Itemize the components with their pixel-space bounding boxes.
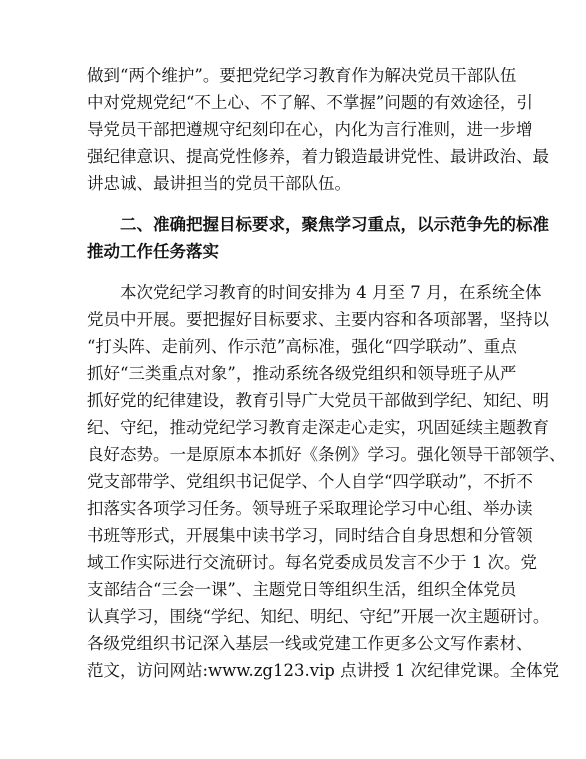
- paragraph-2-line: 认真学习，围绕“学纪、知纪、明纪、守纪”开展一次主题研讨。: [87, 607, 550, 626]
- paragraph-2-line: 本次党纪学习教育的时间安排为 4 月至 7 月，在系统全体: [120, 283, 542, 302]
- paragraph-2: [87, 279, 566, 684]
- paragraph-spacer: [87, 265, 505, 279]
- paragraph-2-line: 各级党组织书记深入基层一线或党建工作更多公文写作素材、: [87, 634, 533, 653]
- paragraph-1-line: 强纪律意识、提高党性修养，着力锻造最讲党性、最讲政治、最: [87, 147, 549, 166]
- section-heading-line: 二、准确把握目标要求，聚焦学习重点，以示范争先的标准: [120, 215, 549, 234]
- paragraph-spacer: [87, 197, 505, 211]
- paragraph-2-line: 抓好党的纪律建设，教育引导广大党员干部做到学纪、知纪、明: [87, 391, 549, 410]
- paragraph-2-line: 党员中开展。要把握好目标要求、主要内容和各项部署，坚持以: [87, 310, 549, 329]
- paragraph-1-line: 做到“两个维护”。要把党纪学习教育作为解决党员干部队伍: [87, 66, 517, 85]
- paragraph-2-line: 纪、守纪，推动党纪学习教育走深走心走实，巩固延续主题教育: [87, 418, 549, 437]
- paragraph-2-line: 良好态势。一是原原本本抓好《条例》学习。强化领导干部领学、: [87, 445, 566, 464]
- paragraph-1-line: 中对党规党纪“不上心、不了解、不掌握”问题的有效途径，引: [87, 93, 533, 112]
- document-body: [87, 62, 566, 684]
- section-heading-line: 推动工作任务落实: [87, 242, 219, 261]
- paragraph-1: [87, 62, 549, 197]
- paragraph-1-line: 导党员干部把遵规守纪刻印在心，内化为言行准则，进一步增: [87, 120, 533, 139]
- paragraph-2-line: 域工作实际进行交流研讨。每名党委成员发言不少于 1 次。党: [87, 553, 537, 572]
- paragraph-2-line: 书班等形式，开展集中读书学习，同时结合自身思想和分管领: [87, 526, 533, 545]
- paragraph-2-line: 党支部带学、党组织书记促学、个人自学“四学联动”，不折不: [87, 472, 533, 491]
- paragraph-2-line: 范文，访问网站:www.zg123.vip 点讲授 1 次纪律党课。全体党: [87, 661, 560, 680]
- paragraph-2-line: “打头阵、走前列、作示范”高标准，强化“四学联动”、重点: [87, 337, 517, 356]
- paragraph-2-line: 抓好“三类重点对象”，推动系统各级党组织和领导班子从严: [87, 364, 517, 383]
- paragraph-1-line: 讲忠诚、最讲担当的党员干部队伍。: [87, 174, 351, 193]
- section-heading-2: [87, 211, 549, 265]
- paragraph-2-line: 支部结合“三会一课”、主题党日等组织生活，组织全体党员: [87, 580, 517, 599]
- paragraph-2-line: 扣落实各项学习任务。领导班子采取理论学习中心组、举办读: [87, 499, 533, 518]
